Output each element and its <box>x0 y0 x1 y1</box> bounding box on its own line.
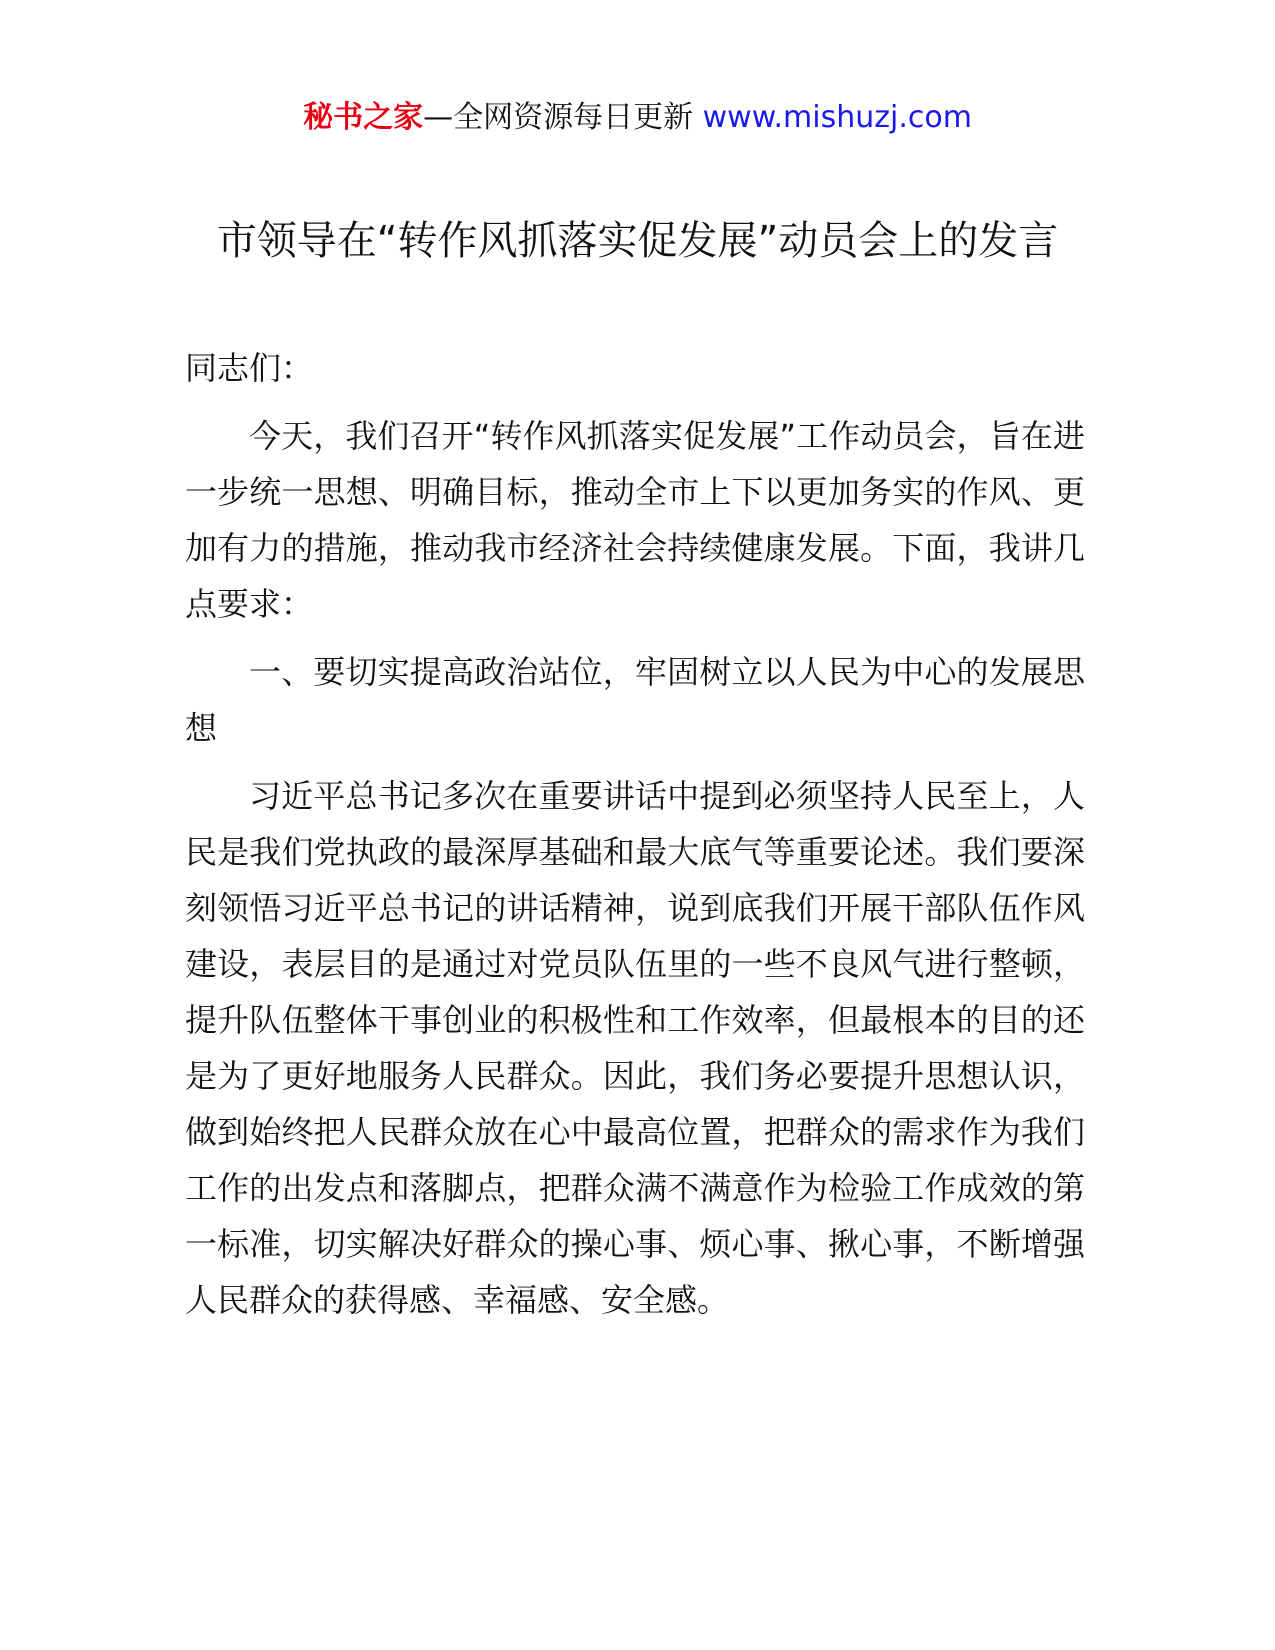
paragraph-intro: 今天，我们召开“转作风抓落实促发展”工作动员会，旨在进一步统一思想、明确目标，推动全市上下以更加务实的作风、更加有力的措施，推动我市经济社会持续健康发展。下面，我讲几点要求： <box>185 417 1085 623</box>
header-tagline: —全网资源每日更新 <box>423 100 694 135</box>
greeting: 同志们： <box>185 349 314 387</box>
site-header <box>0 96 1275 140</box>
paragraph-section-1: 习近平总书记多次在重要讲话中提到必须坚持人民至上，人民是我们党执政的最深厚基础和最大底气等重要论述。我们要深刻领悟习近平总书记的讲话精神，说到底我们开展干部队伍作风建设，表层目的是通过对党员队伍里的一些不良风气进行整顿，提升队伍整体干事创业的积极性和工作效率，但最根本的目的还是为了更好地服务人民群众。因此，我们务必要提升思想认识，做到始终把人民群众放在心中最高位置，把群众的需求作为我们工作的出发点和落脚点，把群众满不满意作为检验工作成效的第一标准，切实解决好群众的操心事、烦心事、揪心事，不断增强人民群众的获得感、幸福感、安全感。 <box>185 777 1085 1319</box>
brand-name: 秘书之家 <box>303 100 424 135</box>
document-body <box>185 340 1085 1340</box>
document-title: 市领导在“转作风抓落实促发展”动员会上的发言 <box>216 218 1059 264</box>
site-url-link[interactable]: www.mishuzj.com <box>702 100 972 135</box>
section-heading-1: 一、要切实提高政治站位，牢固树立以人民为中心的发展思想 <box>185 653 1085 747</box>
